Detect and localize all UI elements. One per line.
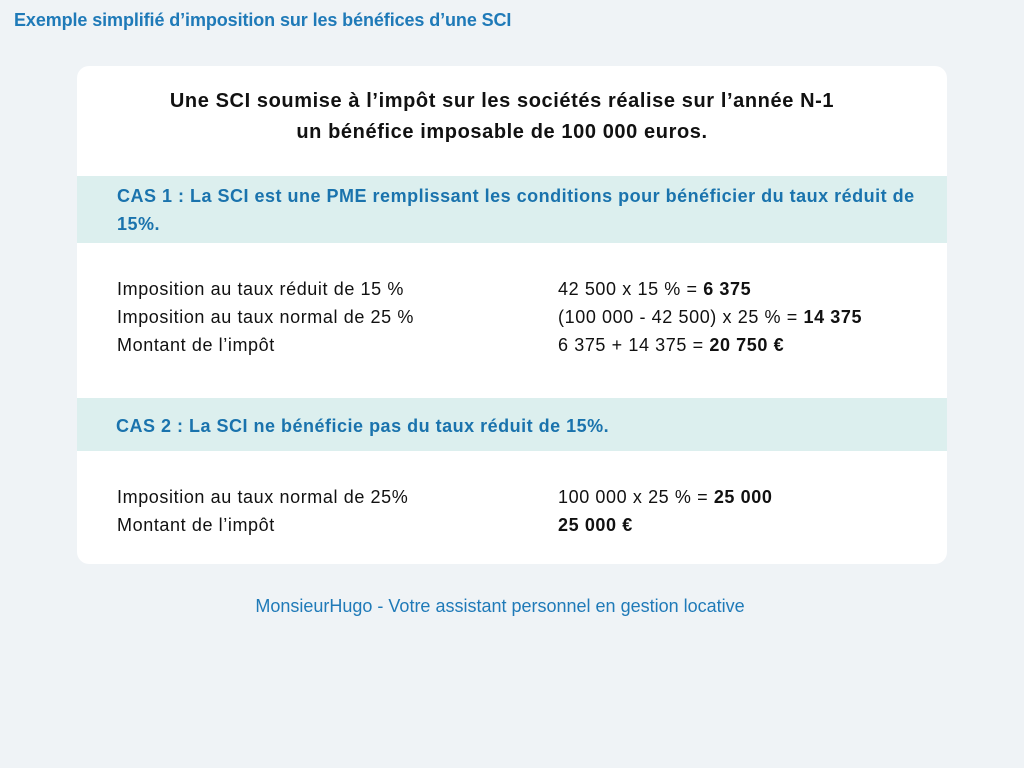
row-label: Montant de l’impôt: [117, 335, 275, 355]
calc-row: [117, 275, 937, 303]
intro-line-2: un bénéfice imposable de 100 000 euros.: [296, 121, 708, 143]
example-card: [77, 66, 947, 564]
case-1-calculation: [117, 275, 937, 359]
row-formula: [558, 483, 937, 511]
calc-row: [117, 483, 937, 511]
row-formula: [558, 511, 937, 539]
row-label: Imposition au taux normal de 25%: [117, 487, 409, 507]
row-label: Imposition au taux normal de 25 %: [117, 307, 414, 327]
calc-row: [117, 303, 937, 331]
row-result: 14 375: [803, 307, 863, 327]
row-result: 25 000 €: [558, 515, 633, 535]
row-formula: [558, 331, 937, 359]
intro-line-1: Une SCI soumise à l’impôt sur les sociétés réalise sur l’année N-1: [169, 90, 835, 112]
page-title: Exemple simplifié d’imposition sur les bénéfices d’une SCI: [14, 10, 512, 30]
row-formula: [558, 303, 937, 331]
intro-statement: [77, 86, 927, 148]
case-1-banner: [77, 176, 947, 243]
row-formula: [558, 275, 937, 303]
case-2-calculation: [117, 483, 937, 539]
footer-tagline: MonsieurHugo - Votre assistant personnel en gestion locative: [255, 596, 745, 616]
formula-text: 100 000 x 25 % =: [558, 487, 714, 507]
row-result: 25 000: [713, 487, 773, 507]
row-label: Montant de l’impôt: [117, 515, 275, 535]
calc-row: [117, 331, 937, 359]
formula-text: 42 500 x 15 % =: [558, 279, 704, 299]
case-1-heading: CAS 1 : La SCI est une PME remplissant les conditions pour bénéficier du taux réduit de 15%.: [117, 186, 915, 234]
calc-row: [117, 511, 937, 539]
row-label: Imposition au taux réduit de 15 %: [117, 279, 404, 299]
case-2-banner: [77, 398, 947, 451]
formula-text: 6 375 + 14 375 =: [558, 335, 710, 355]
case-2-heading: CAS 2 : La SCI ne bénéficie pas du taux réduit de 15%.: [116, 416, 610, 436]
row-result: 20 750 €: [709, 335, 785, 355]
formula-text: (100 000 - 42 500) x 25 % =: [558, 307, 804, 327]
row-result: 6 375: [703, 279, 752, 299]
